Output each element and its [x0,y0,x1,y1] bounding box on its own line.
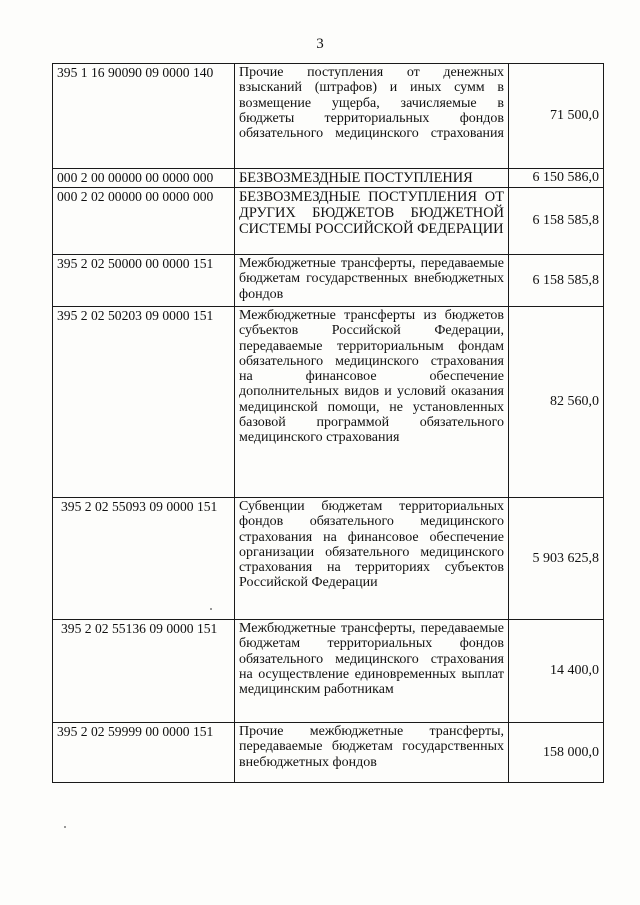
revenue-name: Межбюджетные трансферты, передаваемые бюджетам территориальных фондов обязательного медицинского страхования на осуществление единовременных выплат медицинским работникам [235,620,509,723]
amount-cell: 6 150 586,0 [509,169,604,188]
budget-classification-code: 395 2 02 55136 09 0000 151 [53,620,235,723]
table-row [53,169,604,188]
budget-classification-code: 000 2 00 00000 00 0000 000 [53,169,235,188]
budget-classification-code: 395 1 16 90090 09 0000 140 [53,64,235,169]
amount-cell: 5 903 625,8 [509,498,604,620]
revenue-name: Субвенции бюджетам территориальных фондов обязательного медицинского страхования на финансовое обеспечение организации обязательного медицинского страхования на территориях субъектов Российской Федерации [235,498,509,620]
budget-revenue-table [52,63,604,783]
amount-cell: 6 158 585,8 [509,188,604,255]
amount-cell: 71 500,0 [509,64,604,169]
budget-classification-code: 000 2 02 00000 00 0000 000 [53,188,235,255]
table-row [53,620,604,723]
revenue-name: БЕЗВОЗМЕЗДНЫЕ ПОСТУПЛЕНИЯ ОТ ДРУГИХ БЮДЖЕТОВ БЮДЖЕТНОЙ СИСТЕМЫ РОССИЙСКОЙ ФЕДЕРАЦИИ [235,188,509,255]
revenue-name: Прочие межбюджетные трансферты, передаваемые бюджетам государственных внебюджетных фондов [235,723,509,783]
revenue-name: Прочие поступления от денежных взысканий (штрафов) и иных сумм в возмещение ущерба, зачисляемые в бюджеты территориальных фондов обязательного медицинского страхования [235,64,509,169]
revenue-name: Межбюджетные трансферты из бюджетов субъектов Российской Федерации, передаваемые территориальным фондам обязательного медицинского страхования на финансовое обеспечение дополнительных видов и условий оказания медицинской помощи, не установленных базовой программой обязательного медицинского страхования [235,307,509,498]
budget-classification-code: 395 2 02 50000 00 0000 151 [53,255,235,307]
scan-speck [64,826,66,828]
table-row [53,255,604,307]
page-number: 3 [316,36,324,52]
scan-speck [210,608,212,610]
table-row [53,64,604,169]
revenue-name: Межбюджетные трансферты, передаваемые бюджетам государственных внебюджетных фондов [235,255,509,307]
budget-classification-code: 395 2 02 50203 09 0000 151 [53,307,235,498]
table-row [53,307,604,498]
budget-classification-code: 395 2 02 59999 00 0000 151 [53,723,235,783]
table-row [53,188,604,255]
table-row [53,723,604,783]
amount-cell: 82 560,0 [509,307,604,498]
amount-cell: 158 000,0 [509,723,604,783]
revenue-name: БЕЗВОЗМЕЗДНЫЕ ПОСТУПЛЕНИЯ [235,169,509,188]
amount-cell: 6 158 585,8 [509,255,604,307]
table-row [53,498,604,620]
budget-classification-code: 395 2 02 55093 09 0000 151 [53,498,235,620]
amount-cell: 14 400,0 [509,620,604,723]
